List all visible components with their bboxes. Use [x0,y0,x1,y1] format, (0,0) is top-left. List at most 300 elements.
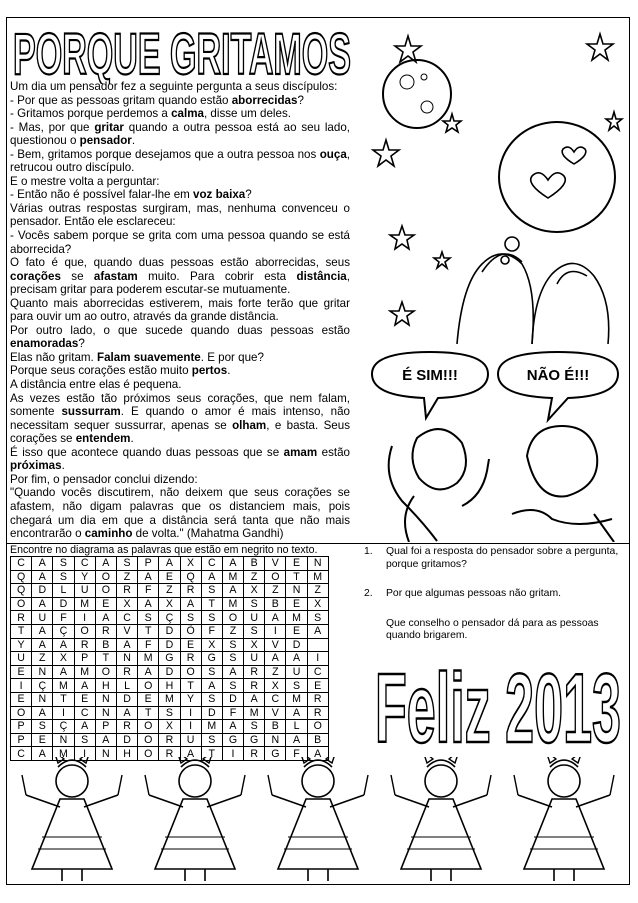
wordsearch-cell: R [307,692,328,706]
wordsearch-cell: D [159,665,180,679]
wordsearch-cell: A [53,665,74,679]
story-paragraph [10,324,350,351]
wordsearch-cell: X [180,557,201,571]
wordsearch-cell: H [95,679,116,693]
bold-word: caminho [84,527,133,541]
wordsearch-cell: O [11,706,32,720]
story-text-run: As vezes estão tão próximos seus corações, que nem falam, somente [10,391,350,419]
question-number: 2. [364,588,373,599]
wordsearch-cell: O [222,611,243,625]
wordsearch-cell: T [95,652,116,666]
wordsearch-cell: V [265,638,286,652]
wordsearch-row [11,624,329,638]
wordsearch-cell: E [11,665,32,679]
wordsearch-cell: A [32,638,53,652]
wordsearch-cell: C [265,692,286,706]
wordsearch-cell: E [286,597,307,611]
wordsearch-cell: S [138,611,159,625]
wordsearch-cell: Ç [53,624,74,638]
wordsearch-cell: R [74,638,95,652]
wordsearch-row [11,557,329,571]
angel-girl [145,757,245,881]
wordsearch-cell: N [95,706,116,720]
wordsearch-row [11,652,329,666]
wordsearch-row [11,706,329,720]
question-text: Por que algumas pessoas não gritam. [386,588,562,599]
wordsearch-cell: X [159,720,180,734]
wordsearch-cell: A [138,597,159,611]
wordsearch-cell: T [138,624,159,638]
wordsearch-cell: A [159,557,180,571]
wordsearch-cell: A [307,624,328,638]
wordsearch-cell: D [32,584,53,598]
story-paragraph [10,229,350,256]
story-paragraph [10,256,350,297]
story-text-run: - Mas, por que [10,120,95,134]
wordsearch-cell: E [286,557,307,571]
wordsearch-cell: Z [159,584,180,598]
wordsearch-cell: A [116,706,137,720]
bold-word: olham [232,418,267,432]
wordsearch-cell: I [265,624,286,638]
wordsearch-cell: N [95,747,116,761]
story-text-run: Um dia um pensador fez a seguinte pergunta a seus discípulos: [10,80,338,93]
wordsearch-cell: E [180,638,201,652]
wordsearch-cell: P [138,557,159,571]
wordsearch-cell: Z [222,624,243,638]
wordsearch-cell: R [116,720,137,734]
bold-word: sussurram [61,405,121,419]
wordsearch-cell: A [180,597,201,611]
wordsearch-cell: Õ [180,624,201,638]
wordsearch-row [11,584,329,598]
wordsearch-row [11,665,329,679]
wordsearch-cell: S [244,597,265,611]
story-text-run: . [130,432,134,446]
bold-word: pensador [79,134,132,148]
wordsearch-row [11,611,329,625]
wordsearch-cell: M [286,611,307,625]
story-paragraph [10,486,350,540]
story-text-run: . E por que? [200,350,264,364]
wordsearch-cell: D [116,733,137,747]
wordsearch-cell: S [307,611,328,625]
wordsearch-cell: E [138,692,159,706]
wordsearch-cell: A [222,665,243,679]
wordsearch-cell: O [74,624,95,638]
story-paragraph [10,80,350,94]
wordsearch-cell: O [138,720,159,734]
wordsearch-cell: R [95,624,116,638]
wordsearch-cell: C [201,557,222,571]
wordsearch-cell: N [286,584,307,598]
wordsearch-cell: N [32,665,53,679]
questions [364,546,626,643]
wordsearch-cell: O [138,679,159,693]
wordsearch-cell: A [138,570,159,584]
svg-text:Feliz 2013: Feliz 2013 [375,653,621,754]
wordsearch-cell: A [95,611,116,625]
angel-girls-illustration [10,757,626,883]
question-text: Qual foi a resposta do pensador sobre a pergunta, porque gritamos? [386,546,619,570]
wordsearch-cell: V [265,706,286,720]
wordsearch-cell: S [201,665,222,679]
wordsearch-cell: A [180,747,201,761]
wordsearch-cell: A [74,679,95,693]
wordsearch-cell: C [11,557,32,571]
wordsearch-cell: C [74,557,95,571]
wordsearch-cell: A [32,706,53,720]
wordsearch-cell: O [138,733,159,747]
wordsearch-cell: M [222,597,243,611]
wordsearch-cell: R [11,611,32,625]
wordsearch-cell: I [180,720,201,734]
wordsearch-cell: N [116,652,137,666]
story-text-run: , e basta. Seus corações se [10,418,350,446]
story-text-run: - Vocês sabem porque se grita com uma pessoa quando se está aborrecida? [10,229,350,256]
wordsearch-cell: E [32,733,53,747]
wordsearch-cell: I [53,706,74,720]
story-text-run: E o mestre volta a perguntar: [10,174,160,188]
wordsearch-cell: R [159,747,180,761]
wordsearch-cell: A [116,638,137,652]
heart-icon [531,173,566,198]
wordsearch-cell: X [159,597,180,611]
story-text-run: . [131,134,136,148]
wordsearch-cell: Z [116,570,137,584]
wordsearch-cell: T [138,706,159,720]
story-text-run: Elas não gritam. [10,350,97,364]
wordsearch-cell: F [138,638,159,652]
story-text-run: A distância entre elas é pequena. [10,378,182,392]
wordsearch-cell: S [180,611,201,625]
wordsearch-cell: A [32,747,53,761]
question-2 [364,588,626,601]
wordsearch-cell: Z [32,652,53,666]
wordsearch-cell: V [116,624,137,638]
wordsearch-cell [307,638,328,652]
wordsearch-cell: D [159,638,180,652]
wordsearch-cell: N [53,733,74,747]
wordsearch-cell: E [74,692,95,706]
wordsearch-cell: G [159,652,180,666]
wordsearch-cell: O [307,720,328,734]
moon-icon [383,60,451,128]
wordsearch-cell: F [201,624,222,638]
bold-word: Falam suavemente [97,350,201,364]
wordsearch-cell: O [11,597,32,611]
wordsearch-cell: S [159,706,180,720]
story-text-run: , retrucou outro discípulo. [10,147,350,175]
story-paragraph [10,175,350,189]
wordsearch-cell: A [53,638,74,652]
wordsearch-cell: M [159,692,180,706]
star-icon [606,112,622,130]
wordsearch-cell: Q [11,584,32,598]
story-paragraph [10,121,350,148]
wordsearch-cell: D [159,624,180,638]
wordsearch-cell: O [180,665,201,679]
wordsearch-cell: G [201,652,222,666]
bold-word: amam [283,445,318,459]
story-text [10,80,350,541]
wordsearch-row [11,720,329,734]
bold-word: enamoradas [10,337,79,351]
angel-girl [268,757,368,881]
story-text-run: - Então não é possível falar-lhe em [10,188,194,202]
wordsearch-cell: U [180,733,201,747]
story-text-run: - Bem, gritamos porque desejamos que a outra pessoa nos [10,147,320,161]
wordsearch-cell: G [244,733,265,747]
bold-word: próximas [10,459,62,473]
wordsearch-cell: R [307,706,328,720]
couple-night-illustration [362,22,624,344]
wordsearch-cell: C [11,747,32,761]
wordsearch-cell: H [159,679,180,693]
wordsearch-cell: M [201,720,222,734]
wordsearch-cell: A [32,597,53,611]
wordsearch-cell: O [95,584,116,598]
star-icon [390,226,414,249]
wordsearch-cell: T [180,679,201,693]
wordsearch-cell: L [286,720,307,734]
wordsearch-cell: A [32,570,53,584]
wordsearch-cell: R [180,652,201,666]
wordsearch-cell: S [222,679,243,693]
story-text-run: se [60,269,94,283]
story-paragraph [10,378,350,392]
wordsearch-cell: A [222,720,243,734]
wordsearch-cell: M [307,570,328,584]
wordsearch-cell: F [53,611,74,625]
wordsearch-cell: D [53,597,74,611]
wordsearch-cell: Z [307,584,328,598]
star-icon [587,34,613,60]
wordsearch-cell: D [222,692,243,706]
wordsearch-cell: R [116,584,137,598]
angel-girl [391,757,491,881]
wordsearch-cell: N [95,692,116,706]
wordsearch-cell: A [32,557,53,571]
wordsearch-cell: U [244,611,265,625]
wordsearch-cell: X [201,638,222,652]
wordsearch-cell: U [286,665,307,679]
story-text-run: . [227,364,231,378]
story-paragraph [10,364,350,378]
wordsearch-cell: O [138,747,159,761]
story-text-run: . [61,459,65,473]
wordsearch-cell: Y [180,692,201,706]
bold-word: distância [296,269,347,283]
wordsearch-cell: M [286,692,307,706]
story-text-run: Por fim, o pensador conclui dizendo: [10,472,198,486]
wordsearch-cell: E [307,679,328,693]
wordsearch-cell: Ç [159,611,180,625]
wordsearch-cell: F [138,584,159,598]
wordsearch-cell: A [74,720,95,734]
wordsearch-cell: N [32,692,53,706]
wordsearch-cell: X [53,652,74,666]
wordsearch-cell: P [11,733,32,747]
speech-bubble-left [372,352,488,418]
story-text-run: muito. Para cobrir esta [137,269,297,283]
wordsearch-cell: S [222,638,243,652]
speech-bubble-right [498,352,618,420]
angel-girl [22,757,122,881]
wordsearch-cell: Y [74,570,95,584]
star-icon [395,36,421,62]
story-text-run: Quanto mais aborrecidas estiverem, mais forte terão que gritar para ouvir um ao outro, através da grande distância. [10,296,350,324]
wordsearch-cell: A [222,584,243,598]
wordsearch-row [11,638,329,652]
wordsearch-cell: M [53,747,74,761]
story-text-run: Várias outras respostas surgiram, mas, nenhuma convenceu o pensador. Então ele esclareceu: [10,201,350,229]
bold-word: calma [171,107,204,121]
story-text-run: , disse um deles. [203,107,291,121]
wordsearch-cell: Y [11,638,32,652]
wordsearch-cell: A [244,692,265,706]
wordsearch-cell: Ç [53,720,74,734]
wordsearch-cell: O [95,665,116,679]
wordsearch-cell: F [286,747,307,761]
angel-girl [514,757,614,881]
wordsearch-cell: I [74,611,95,625]
wordsearch-cell: X [244,584,265,598]
wordsearch-cell: A [201,679,222,693]
wordsearch-cell: S [32,720,53,734]
wordsearch-cell: U [74,584,95,598]
arguing-kids-illustration [362,346,624,542]
wordsearch-cell: A [286,706,307,720]
star-icon [373,140,399,166]
wordsearch-cell: I [307,652,328,666]
wordsearch-cell: M [74,665,95,679]
wordsearch-cell: C [307,665,328,679]
wordsearch-cell: A [265,611,286,625]
wordsearch-cell: G [222,733,243,747]
wordsearch-cell: U [32,611,53,625]
wordsearch-cell: B [265,597,286,611]
wordsearch-cell: B [95,638,116,652]
story-text-run: de volta." (Mahatma Gandhi) [132,527,284,541]
story-paragraph [10,297,350,324]
wordsearch-row [11,679,329,693]
wordsearch-cell: P [74,652,95,666]
story-text-run: É isso que acontece quando duas pessoas que se [10,445,284,459]
wordsearch-grid [10,556,329,761]
wordsearch-cell: O [265,570,286,584]
wordsearch-cell: X [265,679,286,693]
story-paragraph [10,446,350,473]
bold-word: corações [10,269,61,283]
bold-word: ouça [319,147,347,161]
wordsearch-cell: S [201,584,222,598]
wordsearch-cell: M [138,652,159,666]
wordsearch-cell: P [11,720,32,734]
bold-word: entendem [75,432,131,446]
story-text-run: , precisam gritar para poderem escutar-se mutuamente. [10,269,350,297]
wordsearch-cell: S [201,611,222,625]
wordsearch-cell: G [265,747,286,761]
story-text-run: "Quando vocês discutirem, não deixem que seus corações se afastem, não digam palavras que os distanciem mais, pois chegará um dia em que a distância será tanta que não mais encontrarão o [10,486,350,541]
speech-text-right: NÃO É!!! [526,367,590,384]
wordsearch-cell: I [180,706,201,720]
wordsearch-instruction: Encontre no diagrama as palavras que estão em negrito no texto. [10,544,318,556]
wordsearch-cell: T [201,597,222,611]
wordsearch-cell: Z [244,570,265,584]
story-text-run: - Por que as pessoas gritam quando estão [10,93,232,107]
story-paragraph [10,188,350,202]
heart-icon [562,147,586,164]
story-paragraph [10,392,350,446]
wordsearch-cell: I [74,747,95,761]
wordsearch-cell: A [286,733,307,747]
wordsearch-cell: A [307,747,328,761]
girl-figure [457,254,533,344]
wordsearch-cell: Z [265,584,286,598]
thought-bubble [499,122,615,232]
wordsearch-cell: I [11,679,32,693]
wordsearch-cell: T [201,747,222,761]
wordsearch-cell: I [222,747,243,761]
wordsearch-cell: S [74,733,95,747]
boy-head [527,426,597,497]
wordsearch-cell: A [138,665,159,679]
wordsearch-cell: N [265,733,286,747]
wordsearch-cell: S [53,570,74,584]
star-icon [434,252,450,268]
wordsearch-cell: S [222,652,243,666]
wordsearch-cell: R [116,665,137,679]
boy-figure [532,263,609,344]
wordsearch-cell: X [244,638,265,652]
wordsearch-cell: E [286,624,307,638]
bold-word: aborrecidas [231,93,298,107]
wordsearch-cell: A [32,624,53,638]
wordsearch-cell: O [95,570,116,584]
bold-word: pertos [191,364,228,378]
wordsearch-cell: X [307,597,328,611]
story-text-run: ? [245,188,252,202]
wordsearch-row [11,597,329,611]
wordsearch-cell: E [11,692,32,706]
wordsearch-row [11,570,329,584]
wordsearch-cell: A [95,733,116,747]
wordsearch-cell: S [116,557,137,571]
wordsearch-cell: A [286,652,307,666]
wordsearch-cell: F [222,706,243,720]
story-text-run: quando a outra pessoa está ao seu lado, questionou o [10,120,350,148]
question-1 [364,546,626,571]
wordsearch-cell: A [201,570,222,584]
page-title [10,22,355,84]
star-icon [390,302,414,325]
greeting-title [372,652,624,754]
wordsearch-cell: Ç [32,679,53,693]
wordsearch-cell: M [222,570,243,584]
wordsearch-cell: M [74,597,95,611]
wordsearch-cell: X [116,597,137,611]
wordsearch-cell: M [53,679,74,693]
wordsearch-cell: D [286,638,307,652]
story-paragraph [10,202,350,229]
wordsearch-cell: C [116,611,137,625]
wordsearch-cell: N [307,557,328,571]
wordsearch-cell: S [244,720,265,734]
story-paragraph [10,107,350,121]
wordsearch-cell: A [265,652,286,666]
wordsearch-cell: D [116,692,137,706]
